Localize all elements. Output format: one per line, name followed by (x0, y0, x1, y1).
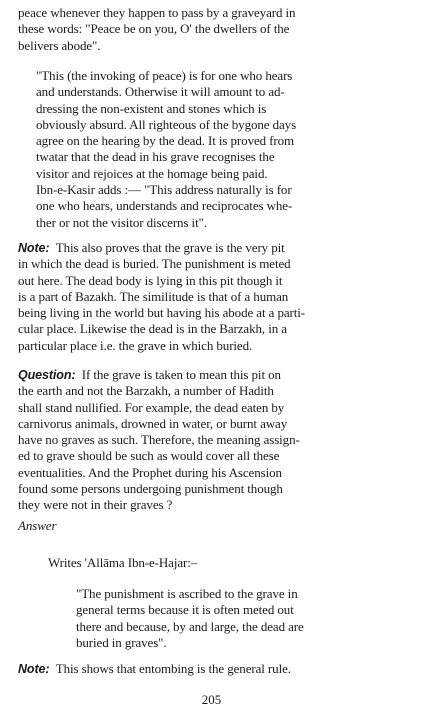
text-line: out here. The dead body is lying in this pit though it (18, 272, 283, 288)
quotation-block-2 (76, 586, 396, 651)
text-line (18, 367, 397, 383)
quotation-block (36, 68, 397, 231)
attribution-line: Writes 'Allāma Ibn-e-Hajar:– (48, 555, 198, 570)
text-line (18, 240, 397, 256)
text-line: the earth and not the Barzakh, a number of Hadith (18, 383, 274, 399)
text-line: buried in graves". (76, 634, 167, 650)
question-first-line: If the grave is taken to mean this pit on (81, 367, 281, 382)
text-line: Ibn-e-Kasir adds :— "This address naturally is for (36, 182, 292, 198)
text-line: particular place i.e. the grave in which buried. (18, 337, 253, 353)
text-line: have no graves as such. Therefore, the meaning assign- (18, 432, 300, 448)
text-line: they were not in their graves ? (18, 497, 173, 513)
question-label: Question: (18, 368, 76, 382)
text-line: visitor and rejoices at the homage being paid. (36, 165, 268, 181)
text-line: twatar that the dead in his grave recognises the (36, 149, 275, 165)
text-line: shall stand nullified. For example, the dead eaten by (18, 399, 285, 415)
text-line: belivers abode". (18, 37, 101, 53)
question-paragraph (18, 367, 397, 514)
text-line: dressing the non-existent and stones which is (36, 100, 267, 116)
page-number: 205 (201, 692, 222, 707)
text-line: these words: "Peace be on you, O' the dwellers of the (18, 21, 290, 37)
text-line: "The punishment is ascribed to the grave in (76, 586, 298, 601)
text-line: general terms because it is often meted out (76, 602, 294, 618)
opening-paragraph (18, 5, 397, 54)
note-label: Note: (18, 662, 50, 676)
text-line: "This (the invoking of peace) is for one who hears (36, 68, 293, 83)
text-line: eventualities. And the Prophet during his Ascension (18, 464, 282, 480)
text-line: agree on the hearing by the dead. It is proved from (36, 133, 295, 149)
text-line: one who hears, understands and reciprocates whe- (36, 198, 293, 214)
closing-note (18, 661, 397, 677)
text-line: peace whenever they happen to pass by a graveyard in (18, 5, 296, 20)
answer-heading: Answer (18, 518, 57, 533)
text-line: found some persons undergoing punishment though (18, 481, 283, 497)
note1-first-line: This also proves that the grave is the very pit (55, 240, 285, 255)
text-line: cular place. Likewise the dead is in the Barzakh, in a (18, 321, 287, 337)
note1-label: Note: (18, 241, 50, 255)
text-line: in which the dead is buried. The punishment is meted (18, 256, 291, 272)
note-paragraph (18, 240, 397, 354)
text-line: carnivorus animals, drowned in water, or burnt away (18, 415, 288, 431)
text-line: obviously absurd. All righteous of the bygone days (36, 116, 297, 132)
text-line: and understands. Otherwise it will amount to ad- (36, 84, 285, 100)
text-line: ther or not the visitor discerns it". (36, 214, 207, 230)
text-line: there and because, by and large, the dead are (76, 618, 304, 634)
text-line: is a part of Bazakh. The similitude is that of a human (18, 288, 289, 304)
note-text: This shows that entombing is the general rule. (55, 661, 291, 676)
text-line: being living in the world but having his abode at a parti- (18, 305, 305, 321)
text-line: ed to grave should be such as would cover all these (18, 448, 280, 464)
